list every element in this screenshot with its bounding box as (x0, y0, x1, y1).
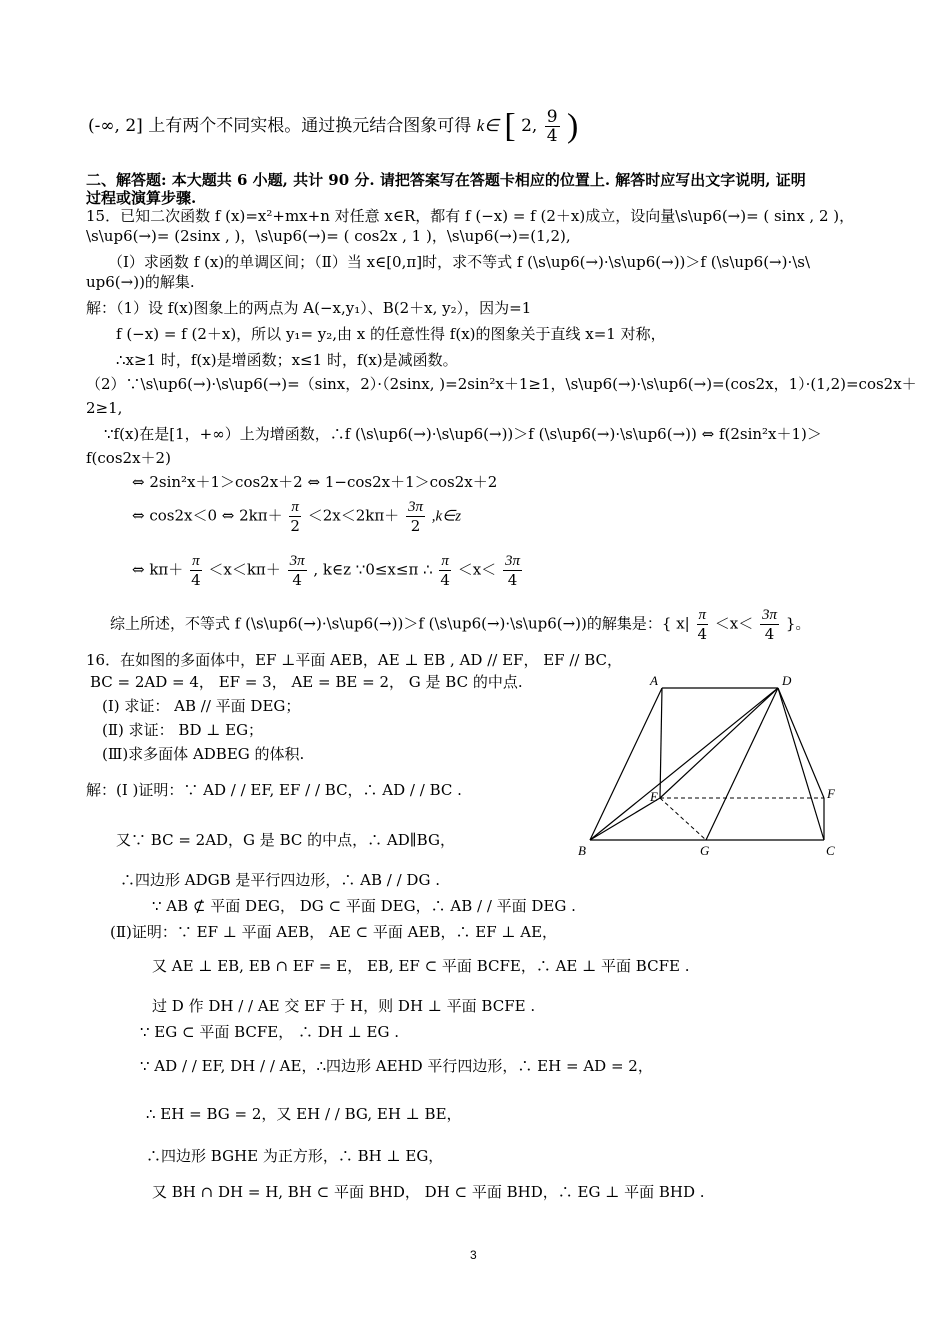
sol11-part-a: 综上所述，不等式 f (\s\up6(→)·\s\up6(→))＞f (\s\up6(→)·\s\up6(→))的解集是：{ x| (110, 614, 690, 633)
pi-over-4-fraction-2 (439, 552, 451, 589)
q16-line2: BC = 2AD = 4， EF = 3， AE = BE = 2， G 是 BC 的中点. (90, 673, 523, 691)
q15-sol2: f (−x) = f (2＋x)，所以 y₁= y₂,由 x 的任意性得 f(x)的图象关于直线 x=1 对称， (116, 325, 666, 343)
sol9-part-b: ＜2x＜2kπ＋ (307, 506, 400, 525)
k-fraction (545, 108, 560, 145)
q16-sol5: (Ⅱ)证明：∵ EF ⊥ 平面 AEB， AE ⊂ 平面 AEB，∴ EF ⊥ AE， (110, 923, 558, 941)
q15-sol8: ⇔ 2sin²x＋1＞cos2x＋2 ⇔ 1−cos2x＋1＞cos2x＋2 (132, 473, 498, 491)
q15-sol10 (132, 552, 524, 589)
q16-sol2: 又∵ BC = 2AD，G 是 BC 的中点，∴ AD∥BG， (116, 831, 455, 849)
q16-sol8: ∵ EG ⊂ 平面 BCFE， ∴ DH ⊥ EG . (140, 1023, 400, 1041)
sol9-part-c: ,k∈z (431, 508, 462, 525)
right-paren: ) (566, 107, 579, 145)
3pi-over-4-fraction-2 (503, 552, 522, 589)
edge-EG-hidden (660, 798, 706, 840)
k-numerator: 9 (546, 107, 558, 127)
q16-sol10: ∴ EH = BG = 2，又 EH / / BG, EH ⊥ BE， (146, 1105, 462, 1123)
3pi-over-2-fraction (406, 498, 425, 535)
label-E: E (650, 789, 658, 804)
q16-sol1: 解：(Ⅰ )证明：∵ AD / / EF, EF / / BC，∴ AD / / BC . (86, 781, 462, 799)
sol11-part-c: }。 (785, 614, 811, 633)
left-bracket: [ (504, 107, 516, 145)
edge-ED (660, 688, 778, 798)
q15-sol4: （2）∵\s\up6(→)·\s\up6(→)=（sinx，2）·（2sinx, )=2sin²x＋1≥1，\s\up6(→)·\s\up6(→)=(cos2x，1）·(1,2)=cos2x＋ (86, 375, 917, 393)
fraction-denominator: 4 (440, 571, 450, 589)
fraction-numerator: 3π (504, 553, 520, 569)
k-lower: 2, (521, 116, 538, 136)
label-B: B (578, 843, 586, 858)
edge-DF (778, 688, 824, 798)
sol10-part-b: ＜x＜kπ＋ (208, 560, 281, 579)
edge-BD (590, 688, 778, 840)
3pi-over-4-fraction (288, 552, 307, 589)
fraction-denominator: 4 (507, 571, 518, 589)
fraction-denominator: 4 (191, 571, 201, 589)
q15-line2: \s\up6(→)= (2sinx , )，\s\up6(→)= ( cos2x , 1 )，\s\up6(→)=(1,2), (86, 227, 571, 245)
label-G: G (700, 843, 710, 858)
q16-part3: (Ⅲ)求多面体 ADBEG 的体积. (102, 745, 305, 763)
solution-lower-fraction (697, 606, 709, 643)
sol10-part-c: , k∈z ∵0≤x≤π ∴ (313, 560, 433, 579)
q16-sol12: 又 BH ∩ DH = H, BH ⊂ 平面 BHD， DH ⊂ 平面 BHD，∴ EG ⊥ 平面 BHD . (152, 1183, 705, 1201)
interval-expression: (-∞, 2] (88, 116, 143, 136)
q15-sol9 (132, 498, 461, 535)
k-denominator: 4 (546, 126, 558, 146)
q15-sol11 (110, 606, 810, 643)
fraction-denominator: 4 (292, 571, 302, 589)
q16-sol3: ∴四边形 ADGB 是平行四边形，∴ AB / / DG . (120, 871, 440, 889)
fraction-numerator: π (291, 499, 299, 515)
fraction-numerator: π (192, 553, 200, 569)
q15-sol7: f(cos2x＋2) (86, 449, 171, 467)
sol10-part-d: ＜x＜ (457, 560, 497, 579)
fraction-denominator: 2 (290, 517, 300, 535)
sol11-part-b: ＜x＜ (714, 614, 754, 633)
edge-AB (590, 688, 662, 840)
fraction-numerator: 3π (762, 607, 778, 623)
top-interval-line (88, 108, 578, 145)
section-title-line1: 二、解答题: 本大题共 6 小题, 共计 90 分. 请把答案写在答题卡相应的位置上. 解答时应写出文字说明, 证明 (86, 171, 806, 189)
q16-part2: (Ⅱ) 求证： BD ⊥ EG； (102, 721, 264, 739)
q15-sol1: 解：（1）设 f(x)图象上的两点为 A(−x,y₁）、B(2＋x, y₂），因为=1 (86, 299, 532, 317)
page-number: 3 (470, 1248, 477, 1262)
q16-sol11: ∴四边形 BGHE 为正方形，∴ BH ⊥ EG， (146, 1147, 444, 1165)
fraction-denominator: 4 (764, 625, 775, 643)
pi-over-2-fraction (289, 498, 301, 535)
q15-line4: up6(→))的解集. (86, 273, 195, 291)
q15-sol3: ∴x≥1 时，f(x)是增函数；x≤1 时，f(x)是减函数。 (116, 351, 458, 369)
label-F: F (827, 786, 835, 801)
k-range-prefix: k∈ (476, 116, 499, 135)
q16-sol4: ∵ AB ⊄ 平面 DEG， DG ⊂ 平面 DEG，∴ AB / / 平面 DEG . (152, 897, 576, 915)
section-title-line2: 过程或演算步骤. (86, 189, 197, 207)
fraction-denominator: 2 (410, 517, 421, 535)
q15-sol6: ∵f(x)在是[1，+∞）上为增函数，∴f (\s\up6(→)·\s\up6(→))＞f (\s\up6(→)·\s\up6(→)) ⇔ f(2sin²x＋1)＞ (104, 425, 822, 443)
solution-upper-fraction (760, 606, 779, 643)
q15-line1: 15．已知二次函数 f (x)=x²+mx+n 对任意 x∈R，都有 f (−x) = f (2＋x)成立，设向量\s\up6(→)= ( sinx , 2 )， (86, 207, 855, 225)
label-C: C (826, 843, 835, 858)
pi-over-4-fraction (190, 552, 202, 589)
edge-DC (778, 688, 824, 840)
top-text: 上有两个不同实根。通过换元结合图象可得 (148, 116, 472, 136)
q15-line3: （Ⅰ）求函数 f (x)的单调区间；（Ⅱ）当 x∈[0,π]时，求不等式 f (\s\up6(→)·\s\up6(→))＞f (\s\up6(→)·\s\ (108, 253, 811, 271)
label-D: D (782, 673, 792, 688)
label-A: A (650, 673, 658, 688)
sol9-part-a: ⇔ cos2x＜0 ⇔ 2kπ＋ (132, 506, 283, 525)
q15-sol5: 2≥1, (86, 399, 123, 417)
fraction-numerator: 3π (289, 553, 305, 569)
q16-sol9: ∵ AD / / EF, DH / / AE，∴四边形 AEHD 平行四边形，∴ EH = AD = 2， (140, 1057, 653, 1075)
fraction-denominator: 4 (697, 625, 708, 643)
q16-part1: (Ⅰ) 求证： AB // 平面 DEG； (102, 697, 301, 715)
q16-sol6: 又 AE ⊥ EB, EB ∩ EF = E， EB, EF ⊂ 平面 BCFE，∴ AE ⊥ 平面 BCFE . (152, 957, 690, 975)
edge-DG (706, 688, 778, 840)
fraction-numerator: π (698, 607, 707, 623)
q16-line1: 16．在如图的多面体中，EF ⊥平面 AEB，AE ⊥ EB , AD // EF， EF // BC， (86, 651, 623, 669)
fraction-numerator: π (441, 553, 449, 569)
sol10-part-a: ⇔ kπ＋ (132, 560, 184, 579)
q16-sol7: 过 D 作 DH / / AE 交 EF 于 H，则 DH ⊥ 平面 BCFE . (152, 997, 536, 1015)
fraction-numerator: 3π (407, 499, 423, 515)
polyhedron-figure (570, 668, 850, 864)
